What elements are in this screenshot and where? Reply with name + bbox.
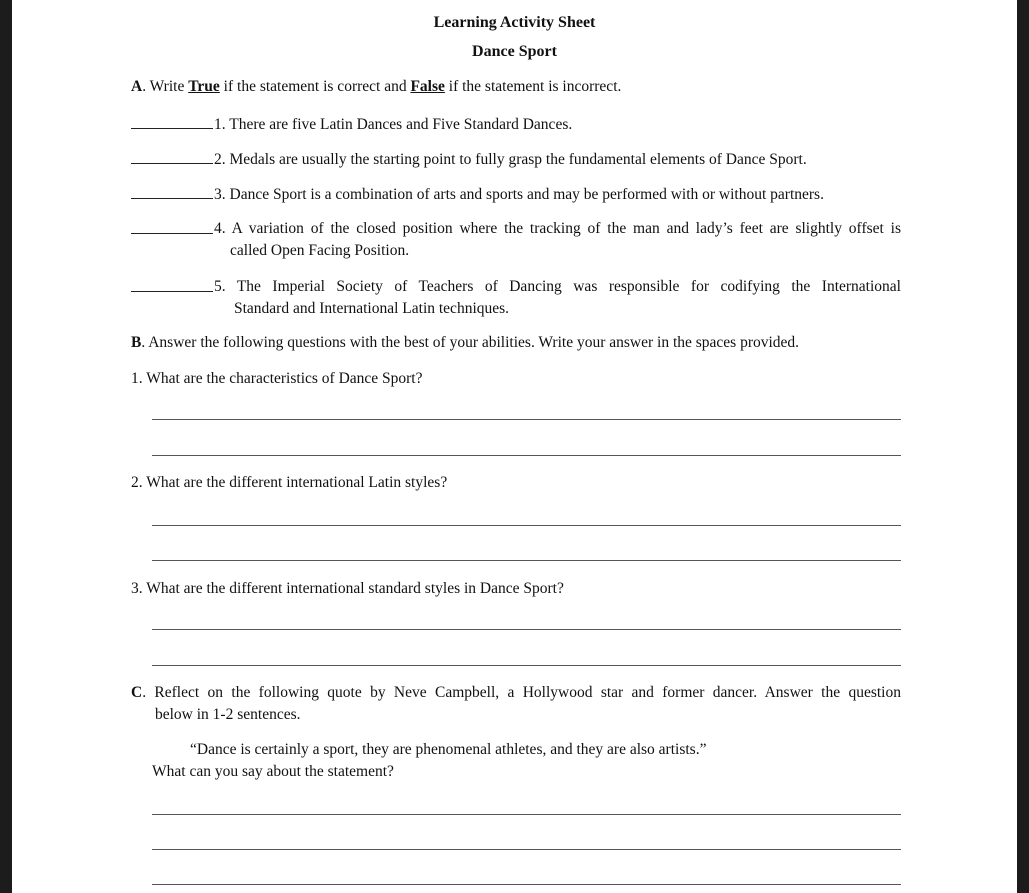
answer-blank-2[interactable] bbox=[131, 148, 213, 164]
section-c-instruction-line2: below in 1-2 sentences. bbox=[155, 706, 301, 723]
answer-line[interactable] bbox=[152, 455, 901, 456]
section-b-letter: B bbox=[131, 334, 142, 351]
answer-blank-4[interactable] bbox=[131, 218, 214, 241]
answer-blank-3[interactable] bbox=[131, 183, 213, 199]
true-false-item-4-line2: called Open Facing Position. bbox=[230, 242, 410, 259]
section-c-letter: C bbox=[131, 684, 143, 701]
section-a-letter: A bbox=[131, 78, 143, 95]
true-keyword: True bbox=[188, 78, 220, 95]
true-false-item-5-line1: 5. The Imperial Society of Teachers of Dancing was responsible for codifying the International bbox=[214, 278, 901, 295]
answer-line[interactable] bbox=[152, 814, 901, 815]
true-false-item-1: 1. There are five Latin Dances and Five Standard Dances. bbox=[131, 113, 572, 136]
question-1: 1. What are the characteristics of Dance Sport? bbox=[131, 370, 423, 387]
worksheet-page bbox=[12, 0, 1017, 893]
answer-blank-1[interactable] bbox=[131, 113, 213, 129]
reflection-question: What can you say about the statement? bbox=[152, 763, 394, 780]
question-3: 3. What are the different international standard styles in Dance Sport? bbox=[131, 580, 564, 597]
answer-line[interactable] bbox=[152, 884, 901, 885]
section-a-instruction: A. Write True if the statement is correct and False if the statement is incorrect. bbox=[131, 78, 622, 95]
section-b-instruction: B. Answer the following questions with the best of your abilities. Write your answer in the spaces provided. bbox=[131, 334, 800, 351]
page-title: Learning Activity Sheet bbox=[433, 14, 596, 31]
true-false-item-5-line2: Standard and International Latin techniques. bbox=[234, 300, 510, 317]
answer-blank-5[interactable] bbox=[131, 276, 214, 299]
answer-line[interactable] bbox=[152, 665, 901, 666]
true-false-item-3: 3. Dance Sport is a combination of arts and sports and may be performed with or without partners. bbox=[131, 183, 824, 206]
answer-line[interactable] bbox=[152, 560, 901, 561]
quote: “Dance is certainly a sport, they are phenomenal athletes, and they are also artists.” bbox=[190, 741, 707, 758]
answer-line[interactable] bbox=[152, 525, 901, 526]
section-c-instruction: C. Reflect on the following quote by Neve Campbell, a Hollywood star and former dancer. Answer the question bbox=[131, 684, 901, 701]
question-2: 2. What are the different international Latin styles? bbox=[131, 474, 448, 491]
true-false-item-2: 2. Medals are usually the starting point to fully grasp the fundamental elements of Dance Sport. bbox=[131, 148, 807, 171]
false-keyword: False bbox=[410, 78, 445, 95]
page-subtitle: Dance Sport bbox=[472, 43, 557, 60]
true-false-item-4-line1: 4. A variation of the closed position where the tracking of the man and lady’s feet are slightly offset is bbox=[214, 220, 901, 237]
answer-line[interactable] bbox=[152, 849, 901, 850]
answer-line[interactable] bbox=[152, 419, 901, 420]
answer-line[interactable] bbox=[152, 629, 901, 630]
